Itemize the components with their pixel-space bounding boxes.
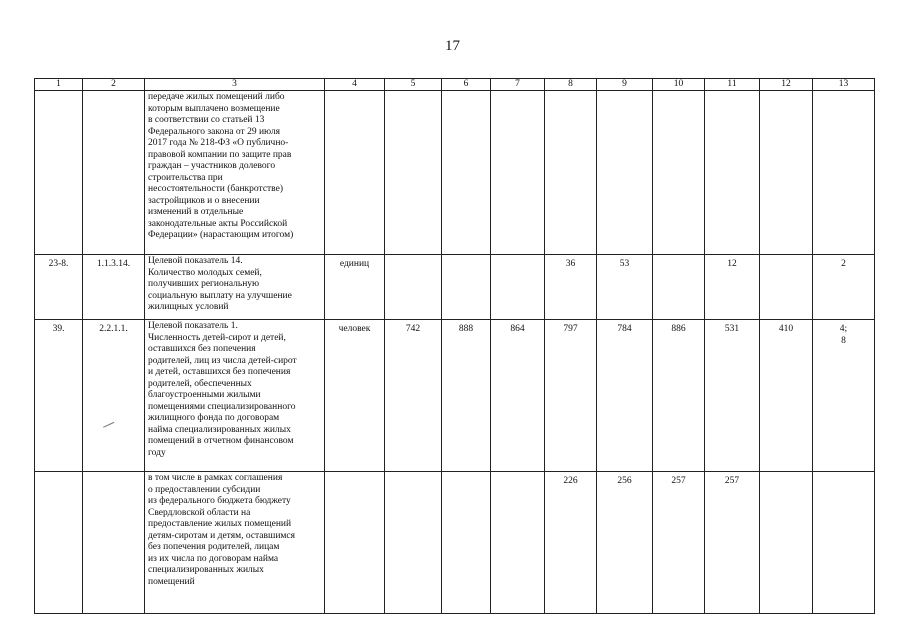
value-cell-c7: 864 xyxy=(491,320,545,472)
description-line: Свердловской области на xyxy=(148,507,251,518)
row-number-cell: 39. xyxy=(35,320,83,472)
description-line: Численность детей-сирот и детей, xyxy=(148,332,286,343)
note-line: 4; xyxy=(839,324,848,334)
code-cell xyxy=(83,91,145,255)
value-cell-c5: 742 xyxy=(385,320,442,472)
description-line: детям-сиротам и детям, оставшимся xyxy=(148,530,296,541)
table-row xyxy=(35,320,875,472)
description-line: правовой компании по защите прав xyxy=(148,149,292,160)
column-header: 6 xyxy=(442,79,491,91)
value-cell-c8 xyxy=(545,91,597,255)
note-cell xyxy=(813,320,875,472)
description-line: из федерального бюджета бюджету xyxy=(148,496,291,506)
value-cell-c11: 531 xyxy=(705,320,760,472)
unit-cell: человек xyxy=(325,320,385,472)
column-header: 13 xyxy=(813,79,875,91)
note-line: 8 xyxy=(841,335,846,346)
row-number-cell: 23-8. xyxy=(35,255,83,320)
description-line: Целевой показатель 14. xyxy=(148,256,243,266)
description-cell xyxy=(145,320,325,472)
column-header: 4 xyxy=(325,79,385,91)
value-cell-c12 xyxy=(760,472,813,614)
note-cell xyxy=(813,472,875,614)
value-cell-c6 xyxy=(442,255,491,320)
value-cell-c5 xyxy=(385,472,442,614)
description-line: застройщиков и о внесении xyxy=(148,195,260,206)
value-cell-c7 xyxy=(491,255,545,320)
description-cell xyxy=(145,472,325,614)
description-line: родителей, обеспеченных xyxy=(148,378,252,389)
unit-cell xyxy=(325,91,385,255)
value-cell-c12: 410 xyxy=(760,320,813,472)
row-number-cell xyxy=(35,472,83,614)
note-cell xyxy=(813,255,875,320)
unit-cell: единиц xyxy=(325,255,385,320)
description-line: году xyxy=(148,447,166,458)
description-line: в соответствии со статьей 13 xyxy=(148,115,265,125)
value-cell-c8: 797 xyxy=(545,320,597,472)
description-line: которым выплачено возмещение xyxy=(148,103,280,114)
unit-cell xyxy=(325,472,385,614)
indicators-table xyxy=(34,78,875,614)
value-cell-c12 xyxy=(760,255,813,320)
description-cell xyxy=(145,255,325,320)
page-number: 17 xyxy=(445,38,460,54)
description-line: помещениями специализированного xyxy=(148,401,296,412)
value-cell-c6: 888 xyxy=(442,320,491,472)
description-line: специализированных жилых xyxy=(148,565,264,575)
description-cell xyxy=(145,91,325,255)
description-line: Целевой показатель 1. xyxy=(148,321,238,331)
description-line: жилищного фонда по договорам xyxy=(148,413,280,423)
description-line: передаче жилых помещений либо xyxy=(148,92,285,102)
value-cell-c9: 784 xyxy=(597,320,653,472)
column-header: 8 xyxy=(545,79,597,91)
code-cell: 1.1.3.14. xyxy=(83,255,145,320)
description-line: из их числа по договорам найма xyxy=(148,553,279,564)
value-cell-c10: 886 xyxy=(653,320,705,472)
value-cell-c6 xyxy=(442,472,491,614)
description-line: жилищных условий xyxy=(148,302,229,312)
description-line: предоставление жилых помещений xyxy=(148,519,292,529)
column-header: 11 xyxy=(705,79,760,91)
value-cell-c7 xyxy=(491,91,545,255)
description-line: оставшихся без попечения xyxy=(148,344,256,354)
value-cell-c10 xyxy=(653,255,705,320)
description-line: благоустроенными жилыми xyxy=(148,390,261,400)
description-line: помещений xyxy=(148,576,195,587)
note-cell xyxy=(813,91,875,255)
value-cell-c9: 256 xyxy=(597,472,653,614)
description-line: родителей, лиц из числа детей-сирот xyxy=(148,355,297,366)
description-line: законодательные акты Российской xyxy=(148,218,288,229)
column-header: 2 xyxy=(83,79,145,91)
row-number-cell xyxy=(35,91,83,255)
description-line: и детей, оставшихся без попечения xyxy=(148,367,291,377)
table-row xyxy=(35,91,875,255)
value-cell-c6 xyxy=(442,91,491,255)
description-line: несостоятельности (банкротстве) xyxy=(148,184,283,194)
description-line: Федерального закона от 29 июля xyxy=(148,126,280,137)
description-line: 2017 года № 218-ФЗ «О публично- xyxy=(148,138,289,148)
value-cell-c11 xyxy=(705,91,760,255)
column-header: 1 xyxy=(35,79,83,91)
value-cell-c10 xyxy=(653,91,705,255)
value-cell-c8: 36 xyxy=(545,255,597,320)
description-line: строительства при xyxy=(148,172,223,183)
description-line: Количество молодых семей, xyxy=(148,267,262,278)
description-line: в том числе в рамках соглашения xyxy=(148,473,283,483)
code-cell xyxy=(83,472,145,614)
column-number-row xyxy=(35,79,875,91)
code-cell: 2.2.1.1. xyxy=(83,320,145,472)
table-row xyxy=(35,472,875,614)
value-cell-c7 xyxy=(491,472,545,614)
value-cell-c12 xyxy=(760,91,813,255)
description-line: найма специализированных жилых xyxy=(148,424,291,435)
description-line: изменений в отдельные xyxy=(148,207,244,217)
description-line: Федерации» (нарастающим итогом) xyxy=(148,230,294,240)
description-line: о предоставлении субсидии xyxy=(148,484,261,495)
description-line: получивших региональную xyxy=(148,279,260,289)
column-header: 9 xyxy=(597,79,653,91)
value-cell-c5 xyxy=(385,91,442,255)
description-line: помещений в отчетном финансовом xyxy=(148,436,294,446)
column-header: 5 xyxy=(385,79,442,91)
description-line: социальную выплату на улучшение xyxy=(148,290,292,301)
table-row xyxy=(35,255,875,320)
table-body xyxy=(35,91,875,614)
note-line: 2 xyxy=(841,259,846,269)
column-header: 3 xyxy=(145,79,325,91)
value-cell-c11: 12 xyxy=(705,255,760,320)
value-cell-c5 xyxy=(385,255,442,320)
column-header: 12 xyxy=(760,79,813,91)
value-cell-c9: 53 xyxy=(597,255,653,320)
column-header: 10 xyxy=(653,79,705,91)
description-line: граждан – участников долевого xyxy=(148,161,276,171)
value-cell-c11: 257 xyxy=(705,472,760,614)
value-cell-c8: 226 xyxy=(545,472,597,614)
value-cell-c10: 257 xyxy=(653,472,705,614)
value-cell-c9 xyxy=(597,91,653,255)
column-header: 7 xyxy=(491,79,545,91)
description-line: без попечения родителей, лицам xyxy=(148,542,280,552)
